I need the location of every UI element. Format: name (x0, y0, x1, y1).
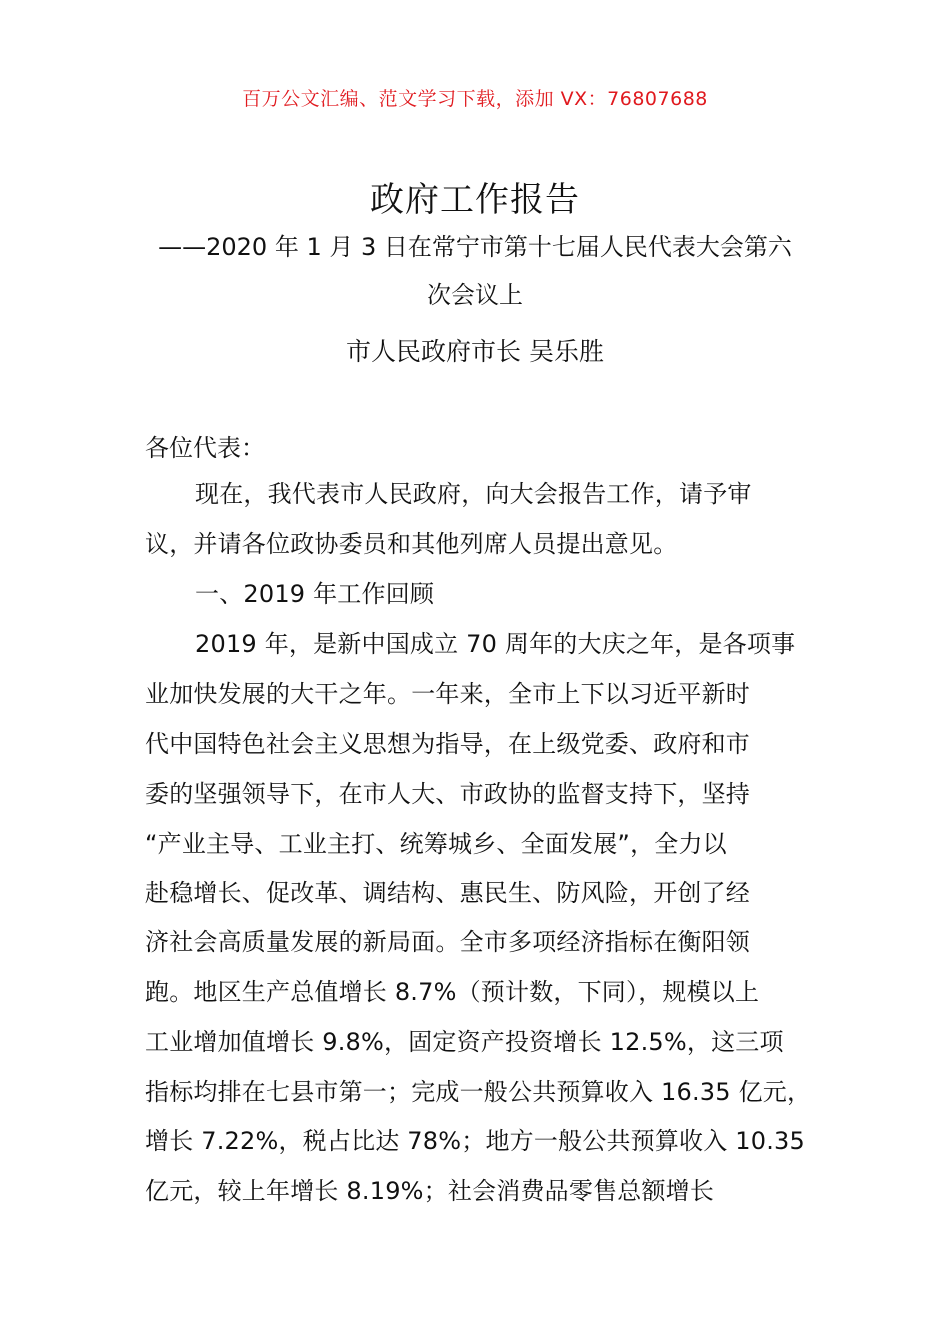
paragraph-line: 赴稳增长、促改革、调结构、惠民生、防风险，开创了经 (145, 879, 750, 907)
paragraph-line: 工业增加值增长 9.8%，固定资产投资增长 12.5%，这三项 (145, 1028, 784, 1056)
watermark-banner: 百万公文汇编、范文学习下载，添加 VX：76807688 (242, 88, 708, 110)
author-line: 市人民政府市长 吴乐胜 (346, 337, 604, 366)
subtitle-line-2: 次会议上 (427, 281, 523, 309)
paragraph-line: 济社会高质量发展的新局面。全市多项经济指标在衡阳领 (145, 928, 750, 956)
document-title: 政府工作报告 (370, 180, 580, 220)
paragraph-line: 指标均排在七县市第一；完成一般公共预算收入 16.35 亿元， (145, 1078, 812, 1106)
paragraph-line: “产业主导、工业主打、统筹城乡、全面发展”，全力以 (145, 830, 727, 858)
paragraph-line: 代中国特色社会主义思想为指导，在上级党委、政府和市 (145, 730, 750, 758)
paragraph-line: 委的坚强领导下，在市人大、市政协的监督支持下，坚持 (145, 780, 750, 808)
subtitle-line-1: ——2020 年 1 月 3 日在常宁市第十七届人民代表大会第六 (158, 233, 792, 261)
paragraph-line: 跑。地区生产总值增长 8.7%（预计数，下同），规模以上 (145, 978, 760, 1006)
salutation: 各位代表： (145, 434, 265, 462)
intro-line-1: 现在，我代表市人民政府，向大会报告工作，请予审 (195, 480, 752, 508)
section-heading: 一、2019 年工作回顾 (195, 580, 435, 608)
paragraph-line: 业加快发展的大干之年。一年来，全市上下以习近平新时 (145, 680, 750, 708)
paragraph-line: 2019 年，是新中国成立 70 周年的大庆之年，是各项事 (195, 630, 796, 658)
paragraph-line: 亿元，较上年增长 8.19%；社会消费品零售总额增长 (145, 1177, 715, 1205)
intro-line-2: 议，并请各位政协委员和其他列席人员提出意见。 (145, 530, 678, 558)
paragraph-line: 增长 7.22%，税占比达 78%；地方一般公共预算收入 10.35 (145, 1127, 805, 1155)
